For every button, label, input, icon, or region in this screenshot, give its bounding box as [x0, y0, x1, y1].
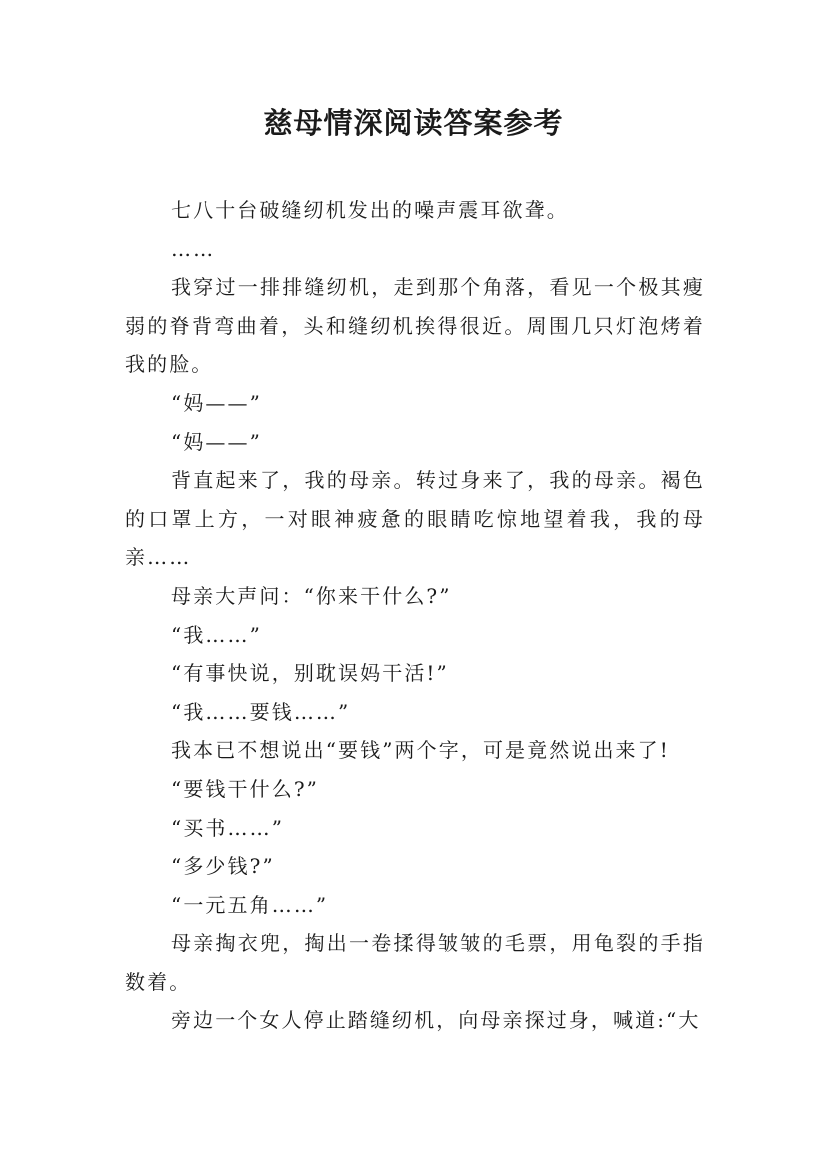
paragraph: “多少钱?” [171, 854, 275, 879]
paragraph: “妈——” [171, 390, 262, 415]
paragraph: “我……要钱……” [171, 699, 351, 724]
paragraph: “妈——” [171, 429, 262, 454]
paragraph: 旁边一个女人停止踏缝纫机，向母亲探过身，喊道:“大 [171, 1008, 701, 1033]
paragraph: 母亲大声问：“你来干什么?” [171, 583, 452, 608]
paragraph: “我……” [171, 622, 262, 647]
paragraph: 背直起来了，我的母亲。转过身来了，我的母亲。褐色的口罩上方，一对眼神疲惫的眼睛吃惊地望着我，我的母亲…… [125, 468, 705, 570]
paragraph: “有事快说，别耽误妈干活!” [171, 661, 449, 686]
paragraph: “一元五角……” [171, 892, 329, 917]
paragraph: 我本已不想说出“要钱”两个字，可是竟然说出来了! [171, 738, 670, 763]
paragraph: 我穿过一排排缝纫机，走到那个角落，看见一个极其瘦弱的脊背弯曲着，头和缝纫机挨得很近。周围几只灯泡烤着我的脸。 [125, 275, 705, 377]
paragraph: “买书……” [171, 815, 285, 840]
paragraph: …… [171, 236, 216, 261]
paragraph: 七八十台破缝纫机发出的噪声震耳欲聋。 [171, 198, 569, 222]
document-body [125, 191, 705, 1040]
document-title: 慈母情深阅读答案参考 [263, 106, 564, 140]
paragraph: “要钱干什么?” [171, 776, 319, 801]
paragraph: 母亲掏衣兜，掏出一卷揉得皱皱的毛票，用龟裂的手指数着。 [125, 931, 705, 994]
